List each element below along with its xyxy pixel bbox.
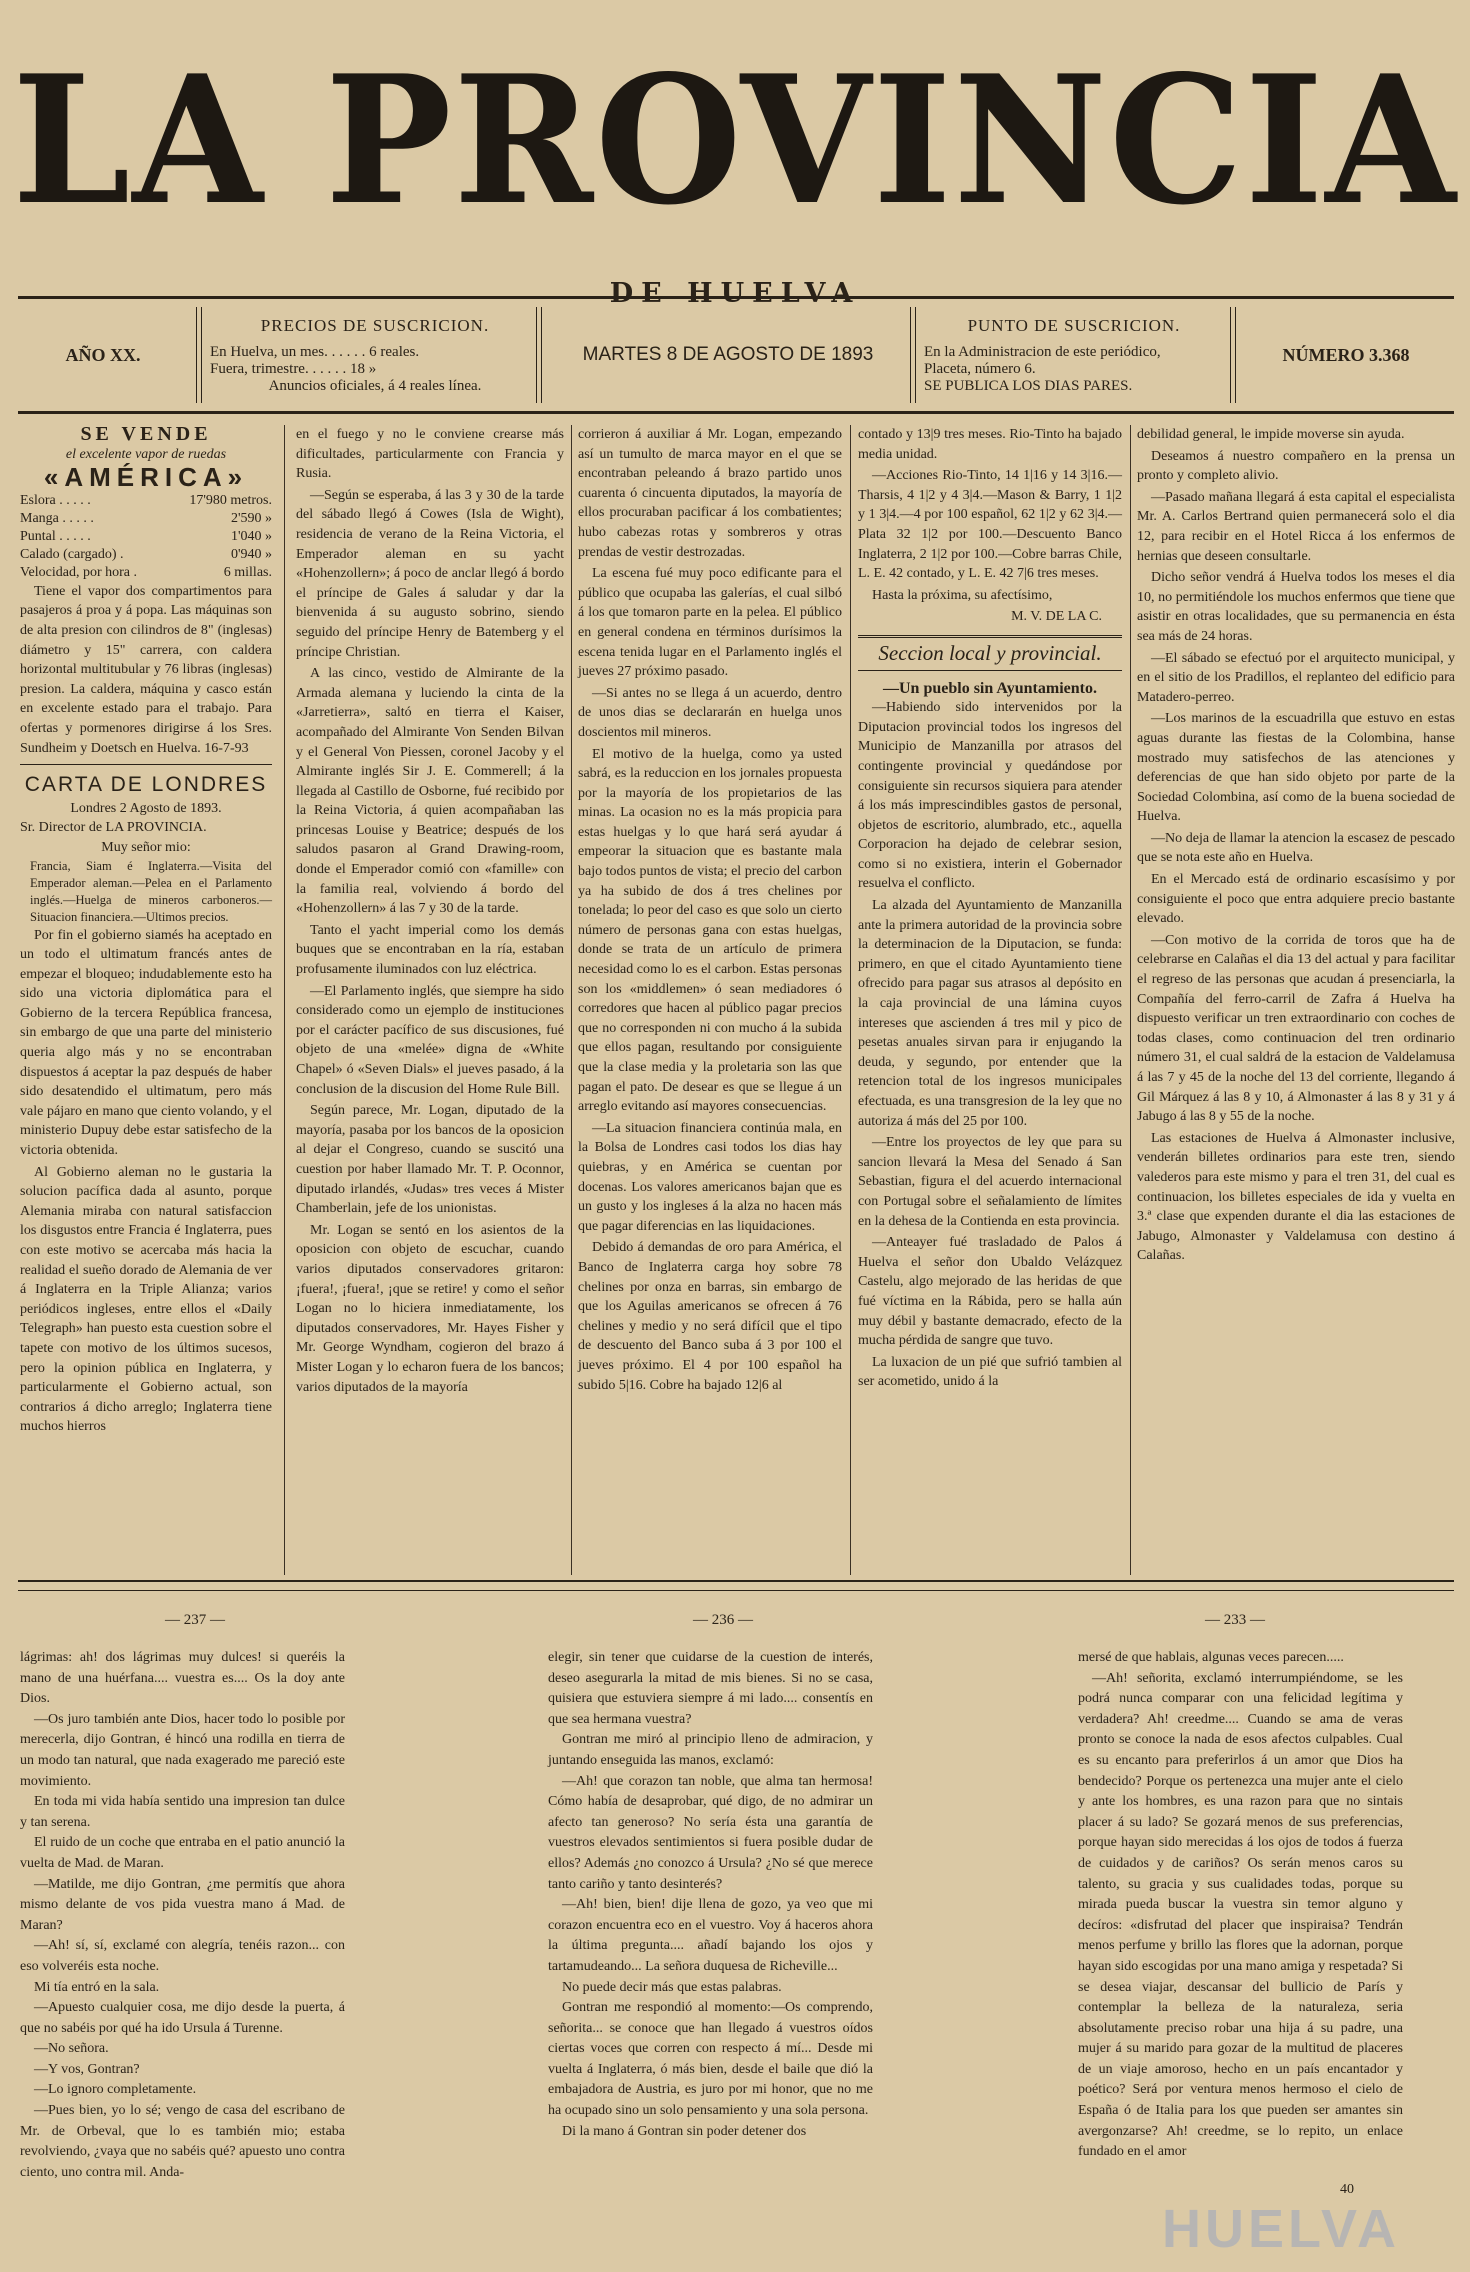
section-title: Seccion local y provincial.: [858, 635, 1122, 671]
paragraph: —Los marinos de la escuadrilla que estuvo en estas aguas durante las fiestas de la Colombina, hanse mostrado muy satisfechos de las atenciones y deferencias de que han sido objeto por parte de la Sociedad Colombina, así como de la buena sociedad de Huelva.: [1137, 711, 1455, 825]
paragraph: Las estaciones de Huelva á Almonaster inclusive, venderán billetes ordinarios para este tren, siendo valederos para este mismo y para el tren 31, del cual es continuacion, los billetes especiales de ida y vuelta en 3.ª clase que expenden durante el dia las estaciones de Jabugo, Almonaster y Valdelamusa con destino á Calañas.: [1137, 1130, 1455, 1264]
prices-heading: PRECIOS DE SUSCRICION.: [260, 315, 490, 335]
serial-page-number: — 236 —: [693, 1612, 753, 1628]
column-rule: [850, 425, 851, 1575]
price-line: En Huelva, un mes. . . . . . 6 reales.: [210, 343, 420, 360]
paragraph: —La situacion financiera continúa mala, en la Bolsa de Londres casi todos los dias hay quiebras, y en América se cuentan por docenas. Los valores americanos bajan que es un gusto y los ingleses á la alza no hacen más que pagar diferencias en las liquidaciones.: [578, 1120, 842, 1234]
paragraph: Gontran me respondió al momento:—Os comprendo, señorita... se conoce que han llegado á vuestros oídos ciertas voces que corren con respecto á mí... Desde mi vuelta á Inglaterra, ó más bien, desde el baile que dió la embajadora de Austria, es juro por mi honor, que no me ha ocupado sino un solo pensamiento y una sola persona.: [548, 2000, 873, 2119]
paragraph: La alzada del Ayuntamiento de Manzanilla ante la primera autoridad de la provincia sobre la determinacion de la Diputacion, se funda: primero, en que el citado Ayuntamiento tiene ofrecido para pagar sus atrasos al depósito en la caja provincial de una lámina cuyos intereses que ascienden á tres mil y pico de pesetas anuales sirvan para ir enjugando la deuda, y segundo, por entender que la retencion total de los ingresos municipales efectuada, es una transgresion de la ley que no autoriza á más del 25 por 100.: [858, 898, 1122, 1129]
paragraph: Debido á demandas de oro para América, el Banco de Inglaterra carga hoy sobre 78 chelines por onza en barras, sin embargo de que los Aguilas americanos se ofrecen á 76 chelines y medio y no será difícil que el tipo de descuento del Banco suba á 3 por 100 el jueves próximo. El 4 por 100 español ha subido 5|16. Cobre ha bajado 12|6 al: [578, 1240, 842, 1393]
sale-text: Tiene el vapor dos compartimentos para pasajeros á proa y á popa. Las máquinas son de alta presion con cilindros de 8" (inglesas) diámetro y 15" carrera, con caldera horizontal multitubular y 76 libras (inglesas) presion. La caldera, máquina y casco están en excelente estado para el trabajo. Para ofertas y pormenores dirigirse á los Sres. Sundheim y Doetsch en Huelva. 16-7-93: [20, 582, 272, 765]
column-rule: [571, 425, 572, 1575]
paragraph: La escena fué muy poco edificante para el público que ocupaba las galerías, el cual silbó á los que tomaron parte en la pelea. El público en general condena en términos durísimos la escena tenida lugar en el Parlamento inglés el jueves 27 próximo pasado.: [578, 566, 842, 680]
serial-column-1: [20, 1648, 345, 2183]
paragraph: en el fuego y no le conviene crearse más dificultades, particularmente con Francia y Rusia.: [296, 427, 564, 482]
point-line: Placeta, número 6.: [924, 360, 1036, 377]
paragraph: Di la mano á Gontran sin poder detener dos: [562, 2123, 807, 2139]
spec-row: [20, 564, 272, 582]
paragraph: En el Mercado está de ordinario escasísimo y por consiguiente el poco que entra adquiere precio bastante elevado.: [1137, 872, 1455, 927]
paragraph: —Apuesto cualquier cosa, me dijo desde la puerta, á que no sabéis por qué ha ido Ursula á Turenne.: [20, 2000, 345, 2036]
paragraph: contado y 13|9 tres meses. Rio-Tinto ha bajado media unidad.: [858, 427, 1122, 462]
masthead: [0, 36, 1470, 309]
paragraph: En toda mi vida había sentido una impresion tan dulce y tan serena.: [20, 1794, 345, 1830]
serial-page-number: — 237 —: [165, 1612, 225, 1628]
paragraph: —Acciones Rio-Tinto, 14 1|16 y 14 3|16.—Tharsis, 4 1|2 y 4 3|4.—Mason & Barry, 1 1|2 y 1 3|4.—4 por 100 español, 62 1|2 y 62 3|4.—Plata 32 1|2 por 100.—Descuento Banco Inglaterra, 2 1|2 por 100.—Cobre barras Chile, L. E. 42 contado, y L. E. 42 7|6 tres meses.: [858, 468, 1122, 582]
sheet-number: 40: [1340, 2182, 1354, 2197]
paragraph: —El Parlamento inglés, que siempre ha sido considerado como un ejemplo de instituciones por el carácter pacífico de sus discusiones, fué objeto de una «melée» digna de «White Chapel» ó «Seven Dials» el jueves pasado, á la conclusion de la discusion del Home Rule Bill.: [296, 983, 564, 1097]
paragraph: Según parece, Mr. Logan, diputado de la mayoría, pasaba por los bancos de la oposicion al dejar el Congreso, cuando se suscitó una cuestion por haber llamado Mr. T. P. Oconnor, diputado irlandés, «Judas» tres veces á Mister Chamberlain, jefe de los unionistas.: [296, 1103, 564, 1217]
paragraph: Gontran me miró al principio lleno de admiracion, y juntando enseguida las manos, exclamó:: [548, 1732, 873, 1768]
sale-heading: SE VENDE: [80, 423, 212, 445]
serial-column-3: [1078, 1648, 1403, 2163]
paragraph: —Según se esperaba, á las 3 y 30 de la tarde del sábado llegó á Cowes (Isla de Wight), residencia de verano de la Reina Victoria, el Emperador aleman en su yacht «Hohenzollern»; á poco de anclar llegó á bordo el príncipe de Gales á saludar y dar la bienvenida á su augusto sobrino, siendo seguido del príncipe Henry de Batemberg y el príncipe Christian.: [296, 487, 564, 660]
spec-label: Manga . . . . .: [20, 510, 94, 526]
point-line: SE PUBLICA LOS DIAS PARES.: [924, 377, 1133, 394]
price-line: Anuncios oficiales, á 4 reales línea.: [268, 377, 482, 394]
paragraph: mersé de que hablais, algunas veces parecen.....: [1078, 1650, 1344, 1665]
paragraph: —Pasado mañana llegará á esta capital el especialista Mr. A. Carlos Bertrand quien permanecerá solo el dia 12, para recibir en el Hotel Ricca á los enfermos de hernias que deseen consultarle.: [1137, 489, 1455, 564]
serial-page-number: — 233 —: [1205, 1612, 1265, 1628]
paragraph: —Pues bien, yo lo sé; vengo de casa del escribano de Mr. de Orbeval, que lo es también mio; estaba revolviendo, ¿vaya que no sabéis qué? apuesto uno contra ciento, uno contra mil. Anda-: [20, 2103, 345, 2180]
letter-date: Londres 2 Agosto de 1893.: [70, 800, 222, 816]
spec-row: [20, 510, 272, 528]
ship-name: «AMÉRICA»: [43, 462, 249, 493]
spec-label: Velocidad, por hora .: [20, 564, 138, 580]
paragraph: corrieron á auxiliar á Mr. Logan, empezando así un tumulto de marca mayor en el que se encontraban peleando á brazo partido unos cuarenta ó cincuenta diputados, la mayoría de ellos procuraban pacificar á los combatientes; hubo cabezas rotas y sombreros y otras prendas de vestir destrozadas.: [578, 427, 842, 560]
paragraph: —No deja de llamar la atencion la escasez de pescado que se nota este año en Huelva.: [1137, 830, 1455, 866]
subscription-point: [924, 299, 1224, 411]
column-rule: [1130, 425, 1131, 1575]
divider: [910, 307, 916, 403]
paragraph: Mr. Logan se sentó en los asientos de la oposicion con objeto de escuchar, cuando varios diputados conservadores gritaron: ¡fuera!, ¡fuera!, ¡que se retire! y como el señor Logan no lo hiciera inmediatamente, los diputados conservadores, Mr. Hayes Fisher y Mr. George Wyndham, cogieron del brazo á Mister Logan y lo echaron fuera de los bancos; varios diputados de la mayoría: [296, 1222, 564, 1395]
letter-summary: Francia, Siam é Inglaterra.—Visita del Emperador aleman.—Pelea en el Parlamento inglés.—Huelga de mineros carboneros.—Situacion financiera.—Ultimos precios.: [30, 858, 272, 924]
column-rule: [284, 425, 285, 1575]
paragraph: —Habiendo sido intervenidos por la Diputacion provincial todos los ingresos del Municipio de Manzanilla por atrasos del contingente provincial y quedándose por consiguiente sin recursos siquiera para atender á los más imprescindibles gastos de personal, objetos de escritorio, alumbrado, etc., aquella Corporacion ha dejado de celebrar sesion, como si no existiera, interin el Gobernador resuelva el conflicto.: [858, 700, 1122, 892]
column-3: [578, 425, 842, 1397]
spec-label: Eslora . . . . .: [20, 492, 91, 508]
spec-value: 2'590 »: [230, 510, 272, 526]
spec-value: 17'980 metros.: [189, 492, 272, 508]
letter-title: CARTA DE LONDRES: [24, 773, 268, 797]
letter-signature: M. V. DE LA C.: [1011, 609, 1102, 625]
letter-salutation: Sr. Director de LA PROVINCIA.: [20, 820, 207, 836]
paragraph: —Entre los proyectos de ley que para su sancion llevará la Mesa del Senado á San Sebastian, figura el del acuerdo internacional con Portugal sobre el señalamiento de límites en la dehesa de la Contienda en esta provincia.: [858, 1135, 1122, 1229]
paragraph: —Con motivo de la corrida de toros que ha de celebrarse en Calañas el dia 13 del actual y para facilitar el regreso de las personas que acudan á presenciarla, la Compañía del ferro-carril de Zafra á Huelva ha dispuesto verificar un tren extraordinario con coches de todas clases, como continuacion del tren ordinario número 31, el cual saldrá de la estacion de Valdelamusa á las 7 y 45 de la noche del 13 del corriente, llegando á Gil Márquez á las 8 y 10, á Almonaster á las 8 y 31 y á Jabugo á las 8 y 55 de la noche.: [1137, 932, 1455, 1125]
spec-label: Calado (cargado) .: [20, 546, 124, 562]
paragraph: Deseamos á nuestro compañero en la prensa un pronto y completo alivio.: [1137, 448, 1455, 484]
column-5: [1137, 425, 1455, 1268]
newspaper-subtitle: DE HUELVA: [609, 278, 861, 309]
paragraph: —Si antes no se llega á un acuerdo, dentro de unos dias se declararán en huelga unos doscientos mil mineros.: [578, 685, 842, 740]
paragraph: Mi tía entró en la sala.: [34, 1979, 160, 1995]
paragraph: La luxacion de un pié que sufrió tambien al ser acometido, unido á la: [858, 1354, 1122, 1390]
paragraph: Dicho señor vendrá á Huelva todos los meses el dia 10, no permitiéndole los muchos enfermos que tiene que asistir en otras localidades, que su permanencia en ésta sea más de 24 horas.: [1137, 570, 1455, 644]
paragraph: —Os juro también ante Dios, hacer todo lo posible por merecerla, dijo Gontran, é hincó una rodilla en tierra de un modo tan natural, que nada exagerado me pareció este movimiento.: [20, 1711, 345, 1789]
paragraph: Al Gobierno aleman no le gustaria la solucion pacífica dada al asunto, porque Alemania miraba con natural satisfaccion los disgustos entre Francia é Inglaterra, pues con este motivo se acercaba más hacia la realidad el sueño dorado de Alemania de ver á Inglaterra en la Triple Alianza; varios periódicos ingleses, entre ellos el «Daily Telegraph» han puesto esta cuestion sobre el tapete con motivo de los últimos sucesos, pero la opinion pública en Inglaterra, y particularmente el Gobierno actual, son contrarios á dicho arreglo; Inglaterra tiene muchos hierros: [20, 1164, 272, 1435]
paragraph: A las cinco, vestido de Almirante de la Armada alemana y luciendo la cinta de la «Jarretierra», saltó en tierra el Kaiser, acompañado del Almirante Von Senden Bilvan y el General Von Piessen, coronel Jacoby y el Almirante inglés Sir J. E. Commerell; á la llegada al Castillo de Osborne, fué recibido por la Reina Victoria, á quien acompañaban las princesas Louise y Beatrice; después de los saludos pasaron al Grand Drawing-room, donde el Emperador comió con «famille» con la familia real, volviendo á bordo del «Hohenzollern» á las 7 y 30 de la tarde.: [296, 666, 564, 917]
serial-column-2: [548, 1648, 873, 2142]
paragraph: —Anteayer fué trasladado de Palos á Huelva el señor don Ubaldo Velázquez Castelu, algo mejorado de las heridas de que fué víctima en la Rábida, pero se halla aún muy débil y bastante demacrado, efecto de la mucha pérdida de sangre que tuvo.: [858, 1235, 1122, 1349]
paragraph: lágrimas: ah! dos lágrimas muy dulces! si queréis la mano de una huérfana.... vuestra es.... Os la doy ante Dios.: [20, 1650, 345, 1707]
spec-label: Puntal . . . . .: [20, 528, 91, 544]
paragraph: El ruido de un coche que entraba en el patio anunció la vuelta de Mad. de Maran.: [20, 1835, 345, 1871]
paragraph: Hasta la próxima, su afectísimo,: [872, 587, 1053, 603]
divider: [1230, 307, 1236, 403]
paragraph: debilidad general, le impide moverse sin ayuda.: [1137, 427, 1405, 442]
paragraph: —Ah! bien, bien! dije llena de gozo, ya veo que mi corazon encuentra eco en el vuestro. Voy á haceros ahora la última pregunta.... añadí bajando los ojos y tartamudeando... La señora duquesa de Richeville...: [548, 1897, 873, 1974]
newspaper-title: LA PROVINCIA: [12, 36, 1458, 244]
year-label: AÑO XX.: [65, 344, 141, 365]
paragraph: —Matilde, me dijo Gontran, ¿me permitís que ahora mismo delante de vos pida vuestra mano á Mad. de Maran?: [20, 1876, 345, 1933]
paragraph: No puede decir más que estas palabras.: [562, 1979, 782, 1995]
spec-value: 0'940 »: [230, 546, 272, 562]
divider: [536, 307, 542, 403]
paragraph: Tanto el yacht imperial como los demás buques que se encontraban en la ría, estaban profusamente iluminados con luz eléctrica.: [296, 922, 564, 978]
point-line: En la Administracion de este periódico,: [924, 343, 1161, 360]
divider: [196, 307, 202, 403]
section-divider: [18, 1590, 1454, 1591]
spec-row: [20, 528, 272, 546]
paragraph: —Ah! señorita, exclamó interrumpiéndome, se les podrá nunca comparar con una felicidad legítima y verdadera? Ah! creedme.... Cuando se ama de veras pronto se conoce la nada de esos afectos culpables. Cual es su encanto para preferirlos á un amor que Dios ha bendecido? Porque os pertenezca una mujer ante el cielo y ante los hombres, es una razon para que no sintais placer á su lado? Se gozará menos de sus preferencias, porque hayan sido merecidas á los ojos de todos á fuerza de cuidados y de cariños? Os serán menos caros su talento, su gracia y sus cualidades todas, porque su mirada pueda buscar la vuestra sin temor alguno y decíros: «disfrutad del placer que inspiraisa? Tendrán menos perfume y brillo las flores que la adornan, porque hayan sido escogidas por una mano amiga y respetada? Si se desea viajar, descansar del bullicio de París y contemplar la belleza de la naturaleza, seria absolutamente preciso robar una hija á su padre, una mujer á su marido para gozar de la multitud de placeres de un viaje amoroso, hecho en un país encantador y poético? Será por ventura menos hermoso el cielo de España ó de Italia para los que pueden ser amantes sin avergonzarse? Ah! creedme, se lo repito, un enlace fundado en el amor: [1078, 1670, 1403, 2160]
paragraph: —Ah! sí, sí, exclamé con alegría, tenéis razon... con eso volveréis esta noche.: [20, 1938, 345, 1974]
spec-row: [20, 546, 272, 564]
section-divider: [18, 1580, 1454, 1582]
paragraph: —Ah! que corazon tan noble, que alma tan hermosa! Cómo había de desaprobar, qué digo, de no admirar un afecto tan generoso? No sería ésta una garantía de vuestros elevados sentimientos si fuera posible dudar de ellos? Además ¿no conozco á Ursula? ¿No sé que merece tanto cariño y tanto desinterés?: [548, 1773, 873, 1892]
paragraph: —Y vos, Gontran?: [34, 2061, 140, 2077]
spec-value: 1'040 »: [230, 528, 272, 544]
column-2: [296, 425, 564, 1399]
subscription-prices: [210, 299, 540, 411]
column-4: [858, 425, 1122, 1394]
paragraph: —No señora.: [34, 2041, 109, 2057]
letter-greeting: Muy señor mio:: [101, 839, 191, 855]
archive-stamp-watermark: HUELVA: [1162, 2199, 1400, 2259]
paragraph: elegir, sin tener que cuidarse de la cuestion de interés, deseo asegurarla la mitad de mis bienes. Si no se casa, quisiera que estuviera siempre á mi lado.... consentís en que sea hermana vuestra?: [548, 1650, 873, 1727]
paragraph: —Lo ignoro completamente.: [34, 2082, 197, 2098]
price-line: Fuera, trimestre. . . . . . 18 »: [210, 360, 377, 377]
sale-subheading: el excelente vapor de ruedas: [65, 446, 227, 462]
issue-date: MARTES 8 DE AGOSTO DE 1893: [582, 344, 874, 365]
column-1: [20, 425, 272, 1439]
info-bar: [18, 296, 1454, 414]
spec-row: [20, 492, 272, 510]
point-heading: PUNTO DE SUSCRICION.: [967, 315, 1181, 335]
spec-value: 6 millas.: [223, 564, 272, 580]
paragraph: —El sábado se efectuó por el arquitecto municipal, y en el sitio de los Pradillos, el replanteo del edificio para Matadero-perreo.: [1137, 650, 1455, 705]
news-heading: —Un pueblo sin Ayuntamiento.: [883, 679, 1097, 697]
paragraph: El motivo de la huelga, como ya usted sabrá, es la reduccion en los jornales propuesta por la mayoría de los propietarios de las minas. La ocasion no es la más propicia para estas huelgas y lo que hará será ayudar á empeorar la situacion que es bastante mala bajo todos puntos de vista; el precio del carbon ya ha subido de dos á tres chelines por tonelada; lo peor del caso es que solo un cierto número de personas gana con estas huelgas, donde se trata de un artículo de primera necesidad como lo es el carbon. Estas personas son los «middlemen» ó sean mediadores ó corredores que hacen al público pagar precios que no corresponden ni con mucho á la subida que ellos pagan, resultando por consiguiente que la clase media y la proletaria son las que pagan el pato. De desear es que se llegue á un arreglo evitando así mayores consecuencias.: [578, 746, 842, 1115]
issue-number: NÚMERO 3.368: [1282, 344, 1410, 365]
paragraph: Por fin el gobierno siamés ha aceptado en un todo el ultimatum francés antes de empezar el bloqueo; indudablemente esto ha sido una victoria diplomática para el Gobierno de la tercera República francesa, sin embargo de que una parte del ministerio queria algo más y no se encontraban dispuestos á aceptar la paz después de haber sido desatendido el ultimatum, pero más vale pájaro en mano que ciento volando, y el ministerio Dupuy debe estar satisfecho de la victoria obtenida.: [20, 927, 272, 1159]
